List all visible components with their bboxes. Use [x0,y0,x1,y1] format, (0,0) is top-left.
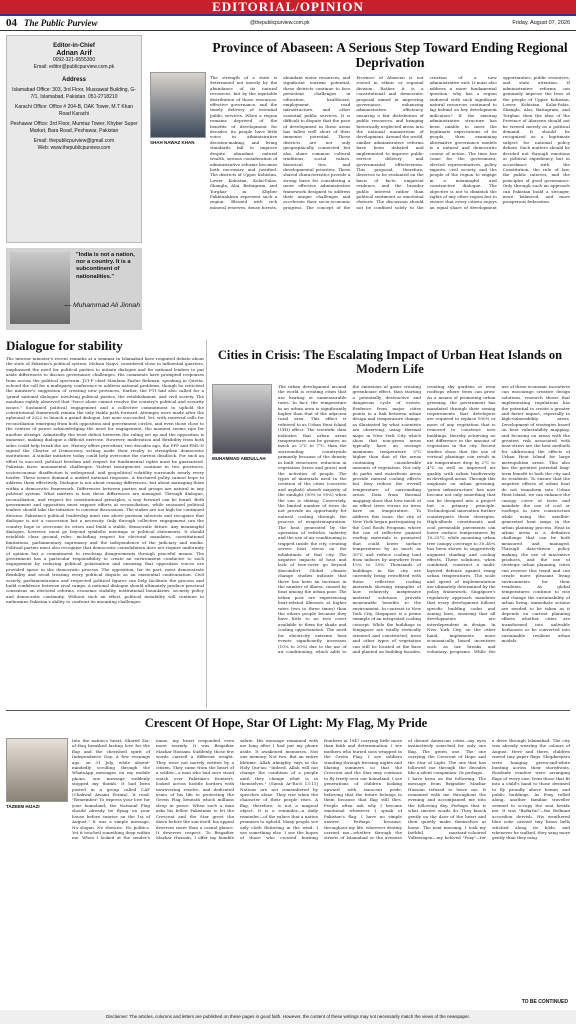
jinnah-portrait [10,252,70,324]
quote-author: — Muhammad Ali Jinnah [64,302,140,309]
header-rule [0,30,576,31]
address-label: Address [61,77,86,83]
to-be-continued: TO BE CONTINUED [521,999,568,1005]
website[interactable]: Web: www.thepublicpurview.com [37,145,111,151]
heat-body: The urban development around the world is creating cities that are heating at unmeasurable rates. In fact, the temperature in an urban area is significantly higher than that of the adjacent rural area. This effect is referred to as Urban Heat Island (UHI) effect. The scientific data indicates that urban areas temperatures can be greater, as much as 2°C to 7°C, than the surrounding countryside primarily because of the density in built structures, reduction in vegetation (trees and grass) and the activities of people. The types of materials used in the creation of the cities (concrete and asphalt) absorb majority of the sunlight (90% to 95%) when the sun is shining. Conversely, the limited number of trees do not provide an opportunity for natural cooling through the process of evapotranspiration. The heat generated by the operation of vehicles, industry and the use of air conditioning is trapped inside the city, creating severe heat stress on the inhabitants of that city. The negative impacts of heat and lack of tree-cover go beyond discomfort. Global climate change studies indicate that there has been an increase in the number of illness, caused by heat among the urban poor. The urban poor are experiencing heat-related illnesses at higher rates (two to three times) than the others people because they have little to no tree cover available to them for shade and cooling opportunities. The need for electricity extreme heat events significantly increases (10% to 20%) due to the use of air conditioning, which adds to the emissions of gases creating greenhouse effect, thus starting a potentially destructive and dangerous cycle of events. Evidence from major cities points to a link between urban design and temperature change, as illustrated by what scientists are observing, using thermal maps in New York City which show that non-green areas typically have an average maximum temperature 5°C higher than that of the areas containing considerable amounts of vegetation. Not only do parks and waterfront areas provide natural cooling effects but they reduce the overall temperature of surrounding areas. Data from thermal mapping show that how much of an effect trees versus no trees have on temperature. To address this issue, the city of New York began participating in the Cool Roofs Program, where the use of reflective painted rooftop materials is promoted that could lower surface temperatures by as much as 30°C and reduce cooling load from indoors by anywhere from 15% to 25%. Thousands of buildings in the city are currently being retrofitted with these reflective roofing materials showing examples of how relatively inexpensive material solutions provide measurable benefits to the environment. In contrast to New York City, Singapore is a prime example of an integrated cooling concept. While the buildings in Singapore are totally vertically oriented and constructed, trees and other types of vegetation can still be located at the base and planted on building facades, creating sky gardens or even rooftops where trees can grow. As a means of promoting urban greening, the government has mandated through their zoning requirements that developers are required to replace 100% or more of any vegetation that is removed to construct new buildings, thereby achieving no net difference in the amount of vegetation in the city. Recent studies show that the use of vertical plantings can result in air temperature drop by 2°C to 4°C as well as improved air quality with urban biodiversity in developed areas. Through this emphasis on urban greening, 'green infrastructure' has now become not only something that can be designed into a project but a primary principle. Technological innovation further counterparts these strategies. High-albedo constituents and cool permeable pavements can lower surface temperatures by 10–25°C, while mounting urban tree canopy coverage to 30–40% has been shown to suggestively augment shading and cooling effects. These solutions, when combined, construct a multi-layered defense against rising urban temperatures. The scale and speed of implementation are ultimately determined by the policy framework. Singapore's regulatory approach mandates that every development follows specific building codes and zoning laws, ensuring that all developments are interdependent in design. In New York City, on the other hand, implements more economically based incentives such as tax breaks and voluntary programs. While the use of these economic incentives can encourage creative design solutions, research shows that implementing regulations has the potential to create a greater and faster impact, especially in high-vulnerability areas. Development of strategies based on heat vulnerability mapping, and focusing on areas with the greatest risk associated with heat-stress are the best methods for addressing the effects of Urban Heat Island for large metropolitan areas. This also has the greatest potential long-term benefit to both the city and its residents. To ensure that the negative effects of urban heat do not transform into Urban Heat Island, we can enhance the canopy cover of trees and mandate the use of cool or rooftops in new construction while using the satellite-generated heat maps in the urban planning process. Heat in urban areas is a definitive challenge that can be both measured and managed. Through data-driven policy making, the use of innovative products, and the use of strategic urban planning, cities can reverse this trend and can create more pleasant living environments for their residents. As global temperatures continue to rise and change the sustainability of urban living, immediate actions are needed to be taken as it depends on current planning efforts whether cities are transformed into unlivable hothouses or be converted into sustainable resilient urban models. [278,384,570,654]
editor-email-2[interactable]: Email: thepublicpurview@gmail.com [33,138,115,144]
islamabad-office: Islamabad Office: 303, 3rd Floor, Mussawat Building, G-7/1, Islamabad, Pakistan. 051-2718210 [12,87,136,100]
editor-phone: 0092-321-9555300 [52,57,96,63]
disclaimer: Disclaimer: The articles, columns and letters are published on these pages in good faith. However, the content of these writings may not necessarily match the views of the newspaper. [0,1010,576,1024]
page-number: 04 [6,17,17,29]
crescent-body: Into the nation's heart, Shared Zia-ul-Haq breathed lasting love for the flag and the cherished spirit of Independence Day. A few evenings ago, on 31 July, while absent-mindedly scrolling through the WhatsApp messages on my mobile phone, one message suddenly stopped my thumb. It had been posted in a group called CAF (Chakwal Awami Forum). It read: "Remember: To express your love for your homeland; the National Flag should already be flying on your house before sunrise on the 1st of August." It was a simple message. No slogan. No rhetoric. No politics. Yet it touched something deep within me. When I looked at the sender's name, my heart responded even more warmly. It was Brigadier Mazhar Hussain. Suddenly, those few words carried a different weight. They were not merely written by a citizen. They came from the heart of a soldier—a man who had once stood watch over Pakistan's frontiers, looked across hostile borders with unwavering resolve, and dedicated years of his life to protecting the Green Flag beneath which millions sleep in peace. When such a man asks his fellow Pakistanis to let the Crescent and the Star greet the dawn before the sun itself, his appeal deserves more than a casual glance. It deserves respect. To Brigadier Mazhar Hussain, I offer my humble salute. His message remained with me long after I had put my phone aside. It awakened memories. Not one memory. Not two. But an entire lifetime. Allah Almighty says in the Holy Qur'an: "Indeed, Allah will not change the condition of a people until they change what is in themselves." (Surah Ar-Ra'd 13:11) Nations are not remembered by speeches alone. They rise when the character of their people rises. A flag, therefore, is not a magical object. It is a reminder—a daily reminder—of the values that a nation promises to uphold. Many people see only cloth fluttering in the wind. I see something else. I see the hopes of those who crossed burning frontiers in 1947 carrying little more than faith and determination. I see mothers who buried sons wrapped in the Green Flag. I see soldiers standing through freezing nights and blazing summers so that the Crescent and the Star may continue to fly freely over our homeland. I see generations of children looking upward with innocent pride, believing that the future belongs to them because that flag still flies. People often ask why I become emotional whenever I speak of Pakistan's flag. I have no simple answer. Perhaps because, throughout my life, wherever destiny carried me—whether through the streets of Islamabad or the avenues of distant American cities—my eyes instinctively searched for only one flag. The green one. The one carrying the Crescent of Hope and the Star of Light. The one that has followed me through the decades like a silent companion. Or perhaps... I have been on the following. The message from Brigadier Mazhar Hussain refused to leave me. It remained with me throughout the evening and accompanied me into the following day. Perhaps that is what sincere words do. They knock gently on the door of the heart and then quietly make themselves at home. The next morning, I took my faithful mustard-coloured Volkswagen—my beloved "Foxy"—for a drive through Islamabad. The city was already wearing the colours of August. Here and there, children waved tiny paper flags. Shopkeepers were hanging green-and-white bunting across their storefronts. Roadside vendors were arranging flags of every size, from those that fit into a child's hand to those destined to fly proudly above homes and public buildings. As Foxy rolled along, another familiar traveller seemed to occupy the seat beside me. It was "BaBaVai"—the Bellman accordion dervish. His weathered blue robe carried tiny brass bells stitched along its folds, and whenever he walked, they sang more gently than they rang. [72,738,570,841]
crescent-headline: Crescent Of Hope, Star Of Light: My Flag, My Pride [144,716,428,730]
abaseen-author-photo [150,72,206,138]
editor-box [6,35,142,243]
dialogue-headline: Dialogue for stability [6,338,123,353]
crescent-author: TAZEEM HIJAZI [6,804,40,809]
abaseen-body-lead [150,148,206,334]
karachi-office: Karachi Office: Office # 204-B, OAK Tower, M.T Khan Road Karachi [14,104,134,117]
abaseen-author: SHAH NAWAZ KHAN [150,140,195,145]
crescent-author-photo [6,738,68,802]
peshawar-office: Peshawar Office: 3rd Floor, Mumtaz Tower, Khyber Super Market, Bara Road, Peshawar, Pakistan [10,121,138,134]
section-rule [6,710,570,711]
heat-author: MUHAMMAD ABDULLAH [212,456,266,461]
heat-headline: Cities in Crisis: The Escalating Impact of Urban Heat Islands on Modern Life [217,348,563,376]
abaseen-body: The strength of a state is determined not merely by the abundance of its natural resources, but by the equitable distribution of those resources, effective governance, and the timely delivery of essential public services. When a region remains deprived of the benefits of development for decades, its people have little voice in administrative decision-making, and living standards fail to improve despite abundant natural wealth, serious consideration of administrative reforms becomes both necessary and justified. The districts of Upper Kohistan, Lower Kohistan, Kolai-Palas, Shangla, Alai, Battagram, and Torghar in Khyber Pakhtunkhwa represent such a region. Blessed with rich mineral reserves, dense forests, abundant water resources, and significant tourism potential, these districts continue to face persistent challenges in education, healthcare, employment, road infrastructure, and other essential public services. It is difficult to dispute that the pace of development in these areas has fallen well short of their immense potential. These districts are not only geographically connected but also share common cultural traditions, social values, historical ties, and developmental priorities. These shared characteristics provide a strong basis for considering a more effective administrative framework designed to address their unique challenges and accelerate their socio-economic progress. The concept of the Province of Abaseen is not rooted in ethnic or regional division. Rather, it is a constitutional and democratic proposal aimed at improving governance, enhancing administrative efficiency, ensuring a fair distribution of public resources, and bringing historically neglected areas into the national mainstream of development. Around the world, similar administrative reforms have been debated and implemented to improve public service delivery and governmental effectiveness. This proposal, therefore, deserves to be evaluated on the basis of facts, empirical evidence, and the broader public interest rather than political sentiment or emotional rhetoric. The discussion should not be confined solely to the creation of a new administrative unit. It must also address a more fundamental question: why has a region endowed with such significant natural resources continued to lag behind on key development indicators? If the existing administrative structure has been unable to meet the legitimate expectations of its people, then examining alternative governance models is a natural and democratic course of action. The time has come for the government, elected representatives, policy experts, civil society, and the people of the region to engage in a meaningful and constructive dialogue. The objective is not to diminish the rights of any other region but to ensure that every citizen enjoys an equal share of development opportunities, public resources, and state attention. If administrative reforms can genuinely improve the lives of the people of Upper Kohistan, Lower Kohistan, Kolai-Palas, Shangla, Alai, Battagram, and Torghar, then the idea of the Province of Abaseen should not be viewed merely as a political demand. It should be recognized as a legitimate subject for national policy debate. Such matters should be decided not through emotions or political expediency, but in accordance with the Constitution, the rule of law, the public interest, and the principles of good governance. Only through such an approach can Pakistan build a stronger, more balanced, and more prosperous federation. [210,75,570,210]
masthead: The Public Purview [24,18,98,28]
heat-author-photo [212,384,272,454]
editor-name: Adnan Arif [56,50,92,57]
section-title: EDITORIAL/OPINION [0,0,576,14]
banner-rule [0,14,576,16]
header-contact[interactable]: @thepublicpurview.com.pk [250,20,310,26]
column-divider [206,340,207,708]
abaseen-headline: Province of Abaseen: A Serious Step Toward Ending Regional Deprivation [212,40,568,70]
editor-label: Editor-in-Chief [53,43,95,49]
quote-text: "India is not a nation, nor a country. It is a subcontinent of nationalities." [76,252,135,280]
editor-email[interactable]: Email: editor@publicpurview.com.pk [33,64,115,70]
dialogue-body: The interior minister's recent remarks at a seminar in Islamabad have reignited debate about the state of Pakistan's political system. Mohsin Naqvi, considered close to influential quarters, emphasised the need for political parties to initiate dialogue and for national leaders to put aside differences to discuss governance challenges. His comments have prompted responses from across the political spectrum. JUI-F chief Maulana Fazlur Rehman, speaking in Quetta, echoed the call for a multiparty conference to address national problems, though he criticised the minister's suggestion of creating new provinces. Earlier, the PTI had also called for a 'grand national dialogue' involving political parties, the establishment, and civil society. The maulana rightly observed that "force alone cannot resolve the country's political and security issues." Sustained political engagement and a collective commitment to uphold the constitutional framework remain the only viable path forward. Attempts were made after the upheaval of 2022 to launch a grand dialogue, but none succeeded. Yet, with renewed calls for reconciliation emerging from both opposition and government circles, and even those close to the centres of power acknowledging the need for engagement, the moment seems ripe for another attempt. Admittedly, the trust deficit between the ruling set up and the opposition is immense, making dialogue a difficult exercise. However, moderation and flexibility from both sides could help break the ice. History offers precedent; two decades ago, the PPP and PML-N signed the Charter of Democracy, setting aside their rivalry to strengthen democratic institutions. A similar initiative today could help overcome the current deadlock. For such an effort to succeed, political freedom and respect for fundamental rights must be guaranteed. Pakistan faces monumental challenges. Violent insurgencies continue in two provinces, socioeconomic disaffection is widespread, and geopolitical volatility surrounds nearly every border. These issues demand a unified national response. A fractured polity cannot hope to address them effectively. Dialogue is not about erasing differences, but about managing them within a democratic framework. Differences between parties and groups are natural in any political system. What matters is how these differences are managed. Through dialogue, reconciliation, and respect for constitutional principles, a way forward can be found. Both government and opposition must support efforts at reconciliation, while seasoned political leaders should take the initiative to convene discussions. The stakes are too high for continued division. Pakistan's political leadership must rise above partisan interests and recognise that dialogue is not a concession but a necessity. Only through collective engagement can the country hope to overcome its crises and build a stable, democratic future. Any meaningful dialogue, however, must go beyond symbolic meetings or political statements. It should establish clear ground rules, including respect for electoral mandates, constitutional limitations, parliamentary supremacy and the independence of the judiciary and media. Political parties must also recognise that democratic consolidation does not require uniformity of opinion but a commitment to resolving disagreements through peaceful means. The government has a particular responsibility to create an environment conducive to such engagement by reducing political polarisation and ensuring that opposition voices are provided space in the democratic process. The opposition, for its part, must demonstrate flexibility and avoid treating every political dispute as an existential confrontation. Civil society, parliamentarians and respected political figures can help facilitate the process and build confidence between rival camps. A national dialogue should ultimately produce practical consensus on electoral reforms, economic stability, institutional boundaries, security policy and democratic continuity. Without such an effort, political instability will continue to undermine Pakistan's ability to confront its mounting challenges. [6,356,204,605]
header-date: Friday, August 07, 2026 [512,20,570,26]
